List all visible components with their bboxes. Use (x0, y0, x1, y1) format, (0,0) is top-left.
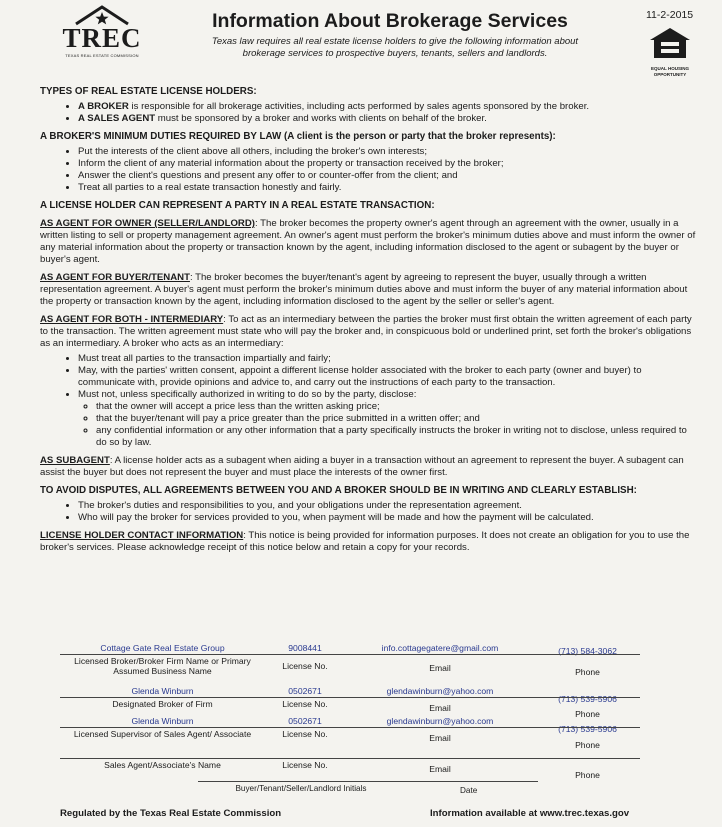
footer-regulator: Regulated by the Texas Real Estate Commission (60, 808, 282, 819)
sales-agent-term: A SALES AGENT (78, 113, 156, 124)
agent-owner-term: AS AGENT FOR OWNER (SELLER/LANDLORD) (40, 218, 255, 229)
designated-license-value[interactable]: 0502671 (288, 686, 322, 696)
designated-broker-value[interactable]: Glenda Winburn (131, 686, 194, 696)
disputes-list (40, 500, 700, 524)
duties-list (40, 146, 700, 194)
contact-paragraph (40, 530, 700, 554)
page-subtitle (170, 36, 620, 60)
agent-buyer-paragraph (40, 272, 700, 308)
list-item: • Inform the client of any material information about the property or transaction received by the broker; (78, 158, 700, 170)
list-item-text: Must not, unless specifically authorized in writing to do so by the party, disclose: (78, 389, 417, 400)
supervisor-email-value[interactable]: glendawinburn@yahoo.com (386, 716, 494, 726)
list-item: • Treat all parties to a real estate transaction honestly and fairly. (78, 182, 700, 194)
agent-buyer-term: AS AGENT FOR BUYER/TENANT (40, 272, 190, 283)
list-item (78, 113, 700, 125)
subagent-text: : A license holder acts as a subagent when aiding a buyer in a transaction without an agreement to represent the buyer. A subagent can assist the buyer but does not represent the buyer and must place the interests of the owner first. (40, 455, 684, 478)
page-title: Information About Brokerage Services (212, 10, 568, 32)
list-item (78, 101, 700, 113)
agent-name-label: Sales Agent/Associate's Name (104, 760, 221, 770)
agent-both-text: : To act as an intermediary between the parties the broker must first obtain the written agreement of each party to the transaction. The written agreement must state who will pay the broker and, in conspicuous bold or underlined print, set forth the broker's obligations as an intermediary. A broker who acts as an intermediary: (40, 314, 692, 349)
subagent-term: AS SUBAGENT (40, 455, 110, 466)
sublist-item: ◦ that the owner will accept a price less than the written asking price; (96, 401, 700, 413)
types-list (40, 101, 700, 125)
license-label: License No. (282, 699, 328, 709)
agent-both-term: AS AGENT FOR BOTH - INTERMEDIARY (40, 314, 224, 325)
disclosure-sublist (78, 401, 700, 449)
contact-row-agent (60, 745, 640, 780)
supervisor-phone-value[interactable]: (713) 539-5906 (558, 724, 617, 734)
license-label: License No. (282, 760, 328, 770)
supervisor-license-value[interactable]: 0502671 (288, 716, 322, 726)
list-item: • Who will pay the broker for services provided to you, when payment will be made and how the payment will be calculated. (78, 512, 700, 524)
sublist-item: ◦ that the buyer/tenant will pay a price greater than the price submitted in a written offer; and (96, 413, 700, 425)
email-label: Email (429, 733, 451, 743)
agent-owner-text: : The broker becomes the property owner's agent through an agreement with the owner, usually in a written listing to sell or property management agreement. An owner's agent must perform the broker's minimum duties above and must inform the owner of any material information about the property or transaction known by the agent, including information disclosed to the agent or subagent by the buyer or buyer's agent. (40, 218, 696, 265)
equal-housing-icon (648, 26, 692, 60)
signature-line (198, 781, 538, 782)
represent-heading: A LICENSE HOLDER CAN REPRESENT A PARTY IN A REAL ESTATE TRANSACTION: (40, 200, 435, 211)
agent-buyer-text: : The broker becomes the buyer/tenant's agent by agreeing to represent the buyer, usually through a written representation agreement. A buyer's agent must perform the broker's minimum duties above and must inform the buyer of any material information about the property or transaction known by the agent, including information disclosed to the agent by the seller or seller's agent. (40, 272, 688, 307)
list-item: • The broker's duties and responsibilities to you, and your obligations under the representation agreement. (78, 500, 700, 512)
phone-label: Phone (575, 709, 600, 719)
trec-logo (58, 4, 146, 66)
logo-text: TREC (62, 23, 142, 53)
broker-license-value[interactable]: 9008441 (288, 643, 322, 653)
sales-agent-text: must be sponsored by a broker and works with clients on behalf of the broker. (157, 113, 487, 124)
contact-row-broker (60, 641, 640, 677)
field-line (60, 697, 640, 698)
date-label: Date (460, 786, 478, 795)
subagent-paragraph (40, 455, 700, 479)
field-line (60, 727, 640, 728)
broker-text: is responsible for all brokerage activities, including acts performed by sales agents sponsored by the broker. (131, 101, 590, 112)
list-item: • Put the interests of the client above all others, including the broker's own interests; (78, 146, 700, 158)
disputes-heading: TO AVOID DISPUTES, ALL AGREEMENTS BETWEEN YOU AND A BROKER SHOULD BE IN WRITING AND CLEARLY ESTABLISH: (40, 485, 637, 496)
license-label: License No. (282, 661, 328, 671)
designated-email-value[interactable]: glendawinburn@yahoo.com (386, 686, 494, 696)
broker-phone-value[interactable]: (713) 584-3062 (558, 646, 617, 656)
list-item: • Answer the client's questions and present any offer to or counter-offer from the client; and (78, 170, 700, 182)
email-label: Email (429, 703, 451, 713)
types-heading: TYPES OF REAL ESTATE LICENSE HOLDERS: (40, 86, 257, 97)
supervisor-label: Licensed Supervisor of Sales Agent/ Associate (73, 729, 252, 739)
equal-housing-logo (644, 26, 696, 77)
form-date: 11-2-2015 (646, 9, 694, 21)
broker-email-value[interactable]: info.cottagegatere@gmail.com (381, 643, 499, 653)
email-label: Email (429, 663, 451, 673)
logo-subtext: TEXAS REAL ESTATE COMMISSION (65, 53, 139, 58)
broker-name-value[interactable]: Cottage Gate Real Estate Group (100, 643, 225, 653)
eho-caption-2: OPPORTUNITY (653, 72, 687, 77)
list-item: • Must treat all parties to the transaction impartially and fairly; (78, 353, 700, 365)
broker-name-label: Licensed Broker/Broker Firm Name or Primary Assumed Business Name (74, 656, 251, 676)
contact-heading: LICENSE HOLDER CONTACT INFORMATION (40, 530, 244, 541)
list-item: • May, with the parties' written consent, appoint a different license holder associated with the broker to each party (owner and buyer) to communicate with, provide opinions and advice to, and carry out the instructions of each party to the transaction. (78, 365, 700, 389)
eho-caption-1: EQUAL HOUSING (651, 66, 689, 71)
license-label: License No. (282, 729, 328, 739)
field-line (60, 758, 640, 759)
subtitle-line: Texas law requires all real estate license holders to give the following information about (211, 36, 579, 47)
email-label: Email (429, 764, 451, 774)
house-roof-icon (72, 4, 132, 26)
contact-text: : This notice is being provided for information purposes. It does not create an obligation for you to use the broker's services. Please acknowledge receipt of this notice below and retain a copy for your records. (40, 530, 690, 553)
agent-both-paragraph (40, 314, 700, 350)
form-body (40, 86, 700, 554)
subtitle-line: brokerage services to prospective buyers, tenants, sellers and landlords. (242, 48, 548, 59)
initials-label: Buyer/Tenant/Seller/Landlord Initials (235, 784, 367, 793)
sublist-item: ◦ any confidential information or any other information that a party specifically instructs the broker in writing not to disclose, unless required to do so by law. (96, 425, 700, 449)
phone-label: Phone (575, 740, 600, 750)
contact-row-designated (60, 684, 640, 719)
footer-website[interactable]: Information available at www.trec.texas.gov (430, 808, 630, 819)
contact-row-supervisor (60, 714, 640, 750)
designated-broker-label: Designated Broker of Firm (112, 699, 213, 709)
field-line (60, 654, 640, 655)
phone-label: Phone (575, 770, 600, 780)
designated-phone-value[interactable]: (713) 539-5906 (558, 694, 617, 704)
duties-heading: A BROKER'S MINIMUM DUTIES REQUIRED BY LAW (A client is the person or party that the broker represents): (40, 131, 556, 142)
intermediary-list (40, 353, 700, 449)
phone-label: Phone (575, 667, 600, 677)
broker-term: A BROKER (78, 101, 129, 112)
list-item (78, 389, 700, 449)
supervisor-name-value[interactable]: Glenda Winburn (131, 716, 194, 726)
agent-owner-paragraph (40, 218, 700, 266)
